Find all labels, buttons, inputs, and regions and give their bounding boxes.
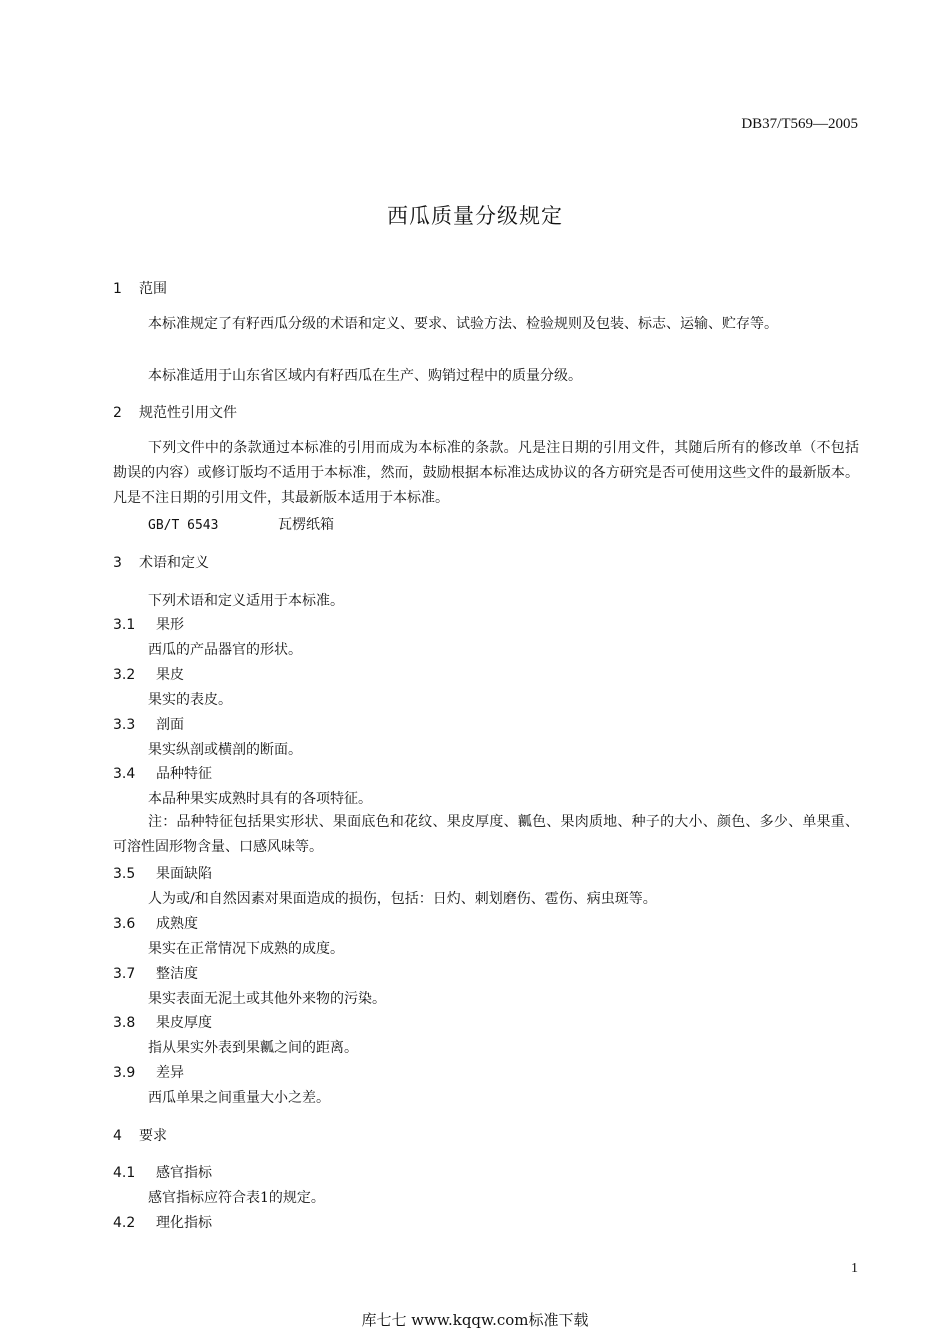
clause-number: 4.2 xyxy=(113,1215,136,1231)
term-title: 剖面 xyxy=(156,717,184,733)
term-title: 差异 xyxy=(156,1065,184,1081)
reference-code: GB/T 6543 xyxy=(148,518,219,533)
section-number: 2 xyxy=(113,405,122,421)
term-title: 果面缺陷 xyxy=(156,866,212,882)
term-3-9-heading xyxy=(113,1062,184,1082)
term-number: 3.8 xyxy=(113,1015,136,1031)
requirement-4-2-heading xyxy=(113,1212,212,1232)
term-3-8-heading xyxy=(113,1012,212,1032)
term-3-4-heading xyxy=(113,763,212,783)
section-3-heading xyxy=(113,552,209,572)
term-3-4-note xyxy=(113,810,859,860)
term-3-2-definition: 果实的表皮。 xyxy=(148,692,232,708)
term-3-2-heading xyxy=(113,664,184,684)
term-3-7-heading xyxy=(113,963,198,983)
clause-number: 4.1 xyxy=(113,1165,136,1181)
section-2-heading xyxy=(113,402,237,422)
term-3-1-heading xyxy=(113,614,184,634)
term-3-7-definition: 果实表面无泥土或其他外来物的污染。 xyxy=(148,991,386,1007)
term-number: 3.4 xyxy=(113,766,136,782)
footer-watermark: 库七七 www.kqqw.com标准下载 xyxy=(361,1311,589,1329)
document-number: DB37/T569—2005 xyxy=(741,116,858,132)
section-2-paragraph-1: 下列文件中的条款通过本标准的引用而成为本标准的条款。凡是注日期的引用文件，其随后所有的修改单（不包括勘误的内容）或修订版均不适用于本标准，然而，鼓励根据本标准达成协议的各方研究是否可使用这些文件的最新版本。凡是不注日期的引用文件，其最新版本适用于本标准。 xyxy=(113,440,859,506)
section-title: 范围 xyxy=(139,281,167,297)
term-title: 果形 xyxy=(156,617,184,633)
term-title: 品种特征 xyxy=(156,766,212,782)
term-number: 3.3 xyxy=(113,717,136,733)
term-number: 3.5 xyxy=(113,866,136,882)
term-number: 3.1 xyxy=(113,617,136,633)
term-number: 3.6 xyxy=(113,916,136,932)
section-number: 3 xyxy=(113,555,122,571)
document-title: 西瓜质量分级规定 xyxy=(387,204,563,228)
term-number: 3.2 xyxy=(113,667,136,683)
requirement-4-1-heading xyxy=(113,1162,212,1182)
section-number: 1 xyxy=(113,281,122,297)
normative-reference xyxy=(148,514,334,534)
section-title: 要求 xyxy=(139,1128,167,1144)
page-number: 1 xyxy=(851,1261,858,1276)
section-1-paragraph-2: 本标准适用于山东省区域内有籽西瓜在生产、购销过程中的质量分级。 xyxy=(148,368,582,384)
term-title: 成熟度 xyxy=(156,916,198,932)
term-3-6-heading xyxy=(113,913,198,933)
section-title: 规范性引用文件 xyxy=(139,405,237,421)
term-3-9-definition: 西瓜单果之间重量大小之差。 xyxy=(148,1090,330,1106)
term-3-4-definition: 本品种果实成熟时具有的各项特征。 xyxy=(148,791,372,807)
note-text: 品种特征包括果实形状、果面底色和花纹、果皮厚度、瓤色、果肉质地、种子的大小、颜色、多少、单果重、可溶性固形物含量、口感风味等。 xyxy=(113,814,860,855)
section-1-heading xyxy=(113,278,167,298)
term-title: 整洁度 xyxy=(156,966,198,982)
requirement-4-1-text: 感官指标应符合表1的规定。 xyxy=(148,1190,325,1206)
term-3-3-heading xyxy=(113,714,184,734)
note-label: 注： xyxy=(148,814,177,830)
section-title: 术语和定义 xyxy=(139,555,209,571)
term-3-6-definition: 果实在正常情况下成熟的成度。 xyxy=(148,941,344,957)
term-3-5-definition: 人为或/和自然因素对果面造成的损伤，包括：日灼、刺划磨伤、雹伤、病虫斑等。 xyxy=(148,891,657,907)
term-3-8-definition: 指从果实外表到果瓤之间的距离。 xyxy=(148,1040,358,1056)
section-number: 4 xyxy=(113,1128,122,1144)
clause-title: 感官指标 xyxy=(156,1165,212,1181)
term-3-1-definition: 西瓜的产品器官的形状。 xyxy=(148,642,302,658)
clause-title: 理化指标 xyxy=(156,1215,212,1231)
term-title: 果皮 xyxy=(156,667,184,683)
term-title: 果皮厚度 xyxy=(156,1015,212,1031)
section-3-intro: 下列术语和定义适用于本标准。 xyxy=(148,593,344,609)
term-3-3-definition: 果实纵剖或横剖的断面。 xyxy=(148,742,302,758)
section-1-paragraph-1: 本标准规定了有籽西瓜分级的术语和定义、要求、试验方法、检验规则及包装、标志、运输、贮存等。 xyxy=(148,316,778,332)
section-4-heading xyxy=(113,1125,167,1145)
reference-title: 瓦楞纸箱 xyxy=(278,517,334,533)
term-number: 3.7 xyxy=(113,966,136,982)
term-number: 3.9 xyxy=(113,1065,136,1081)
term-3-5-heading xyxy=(113,863,212,883)
